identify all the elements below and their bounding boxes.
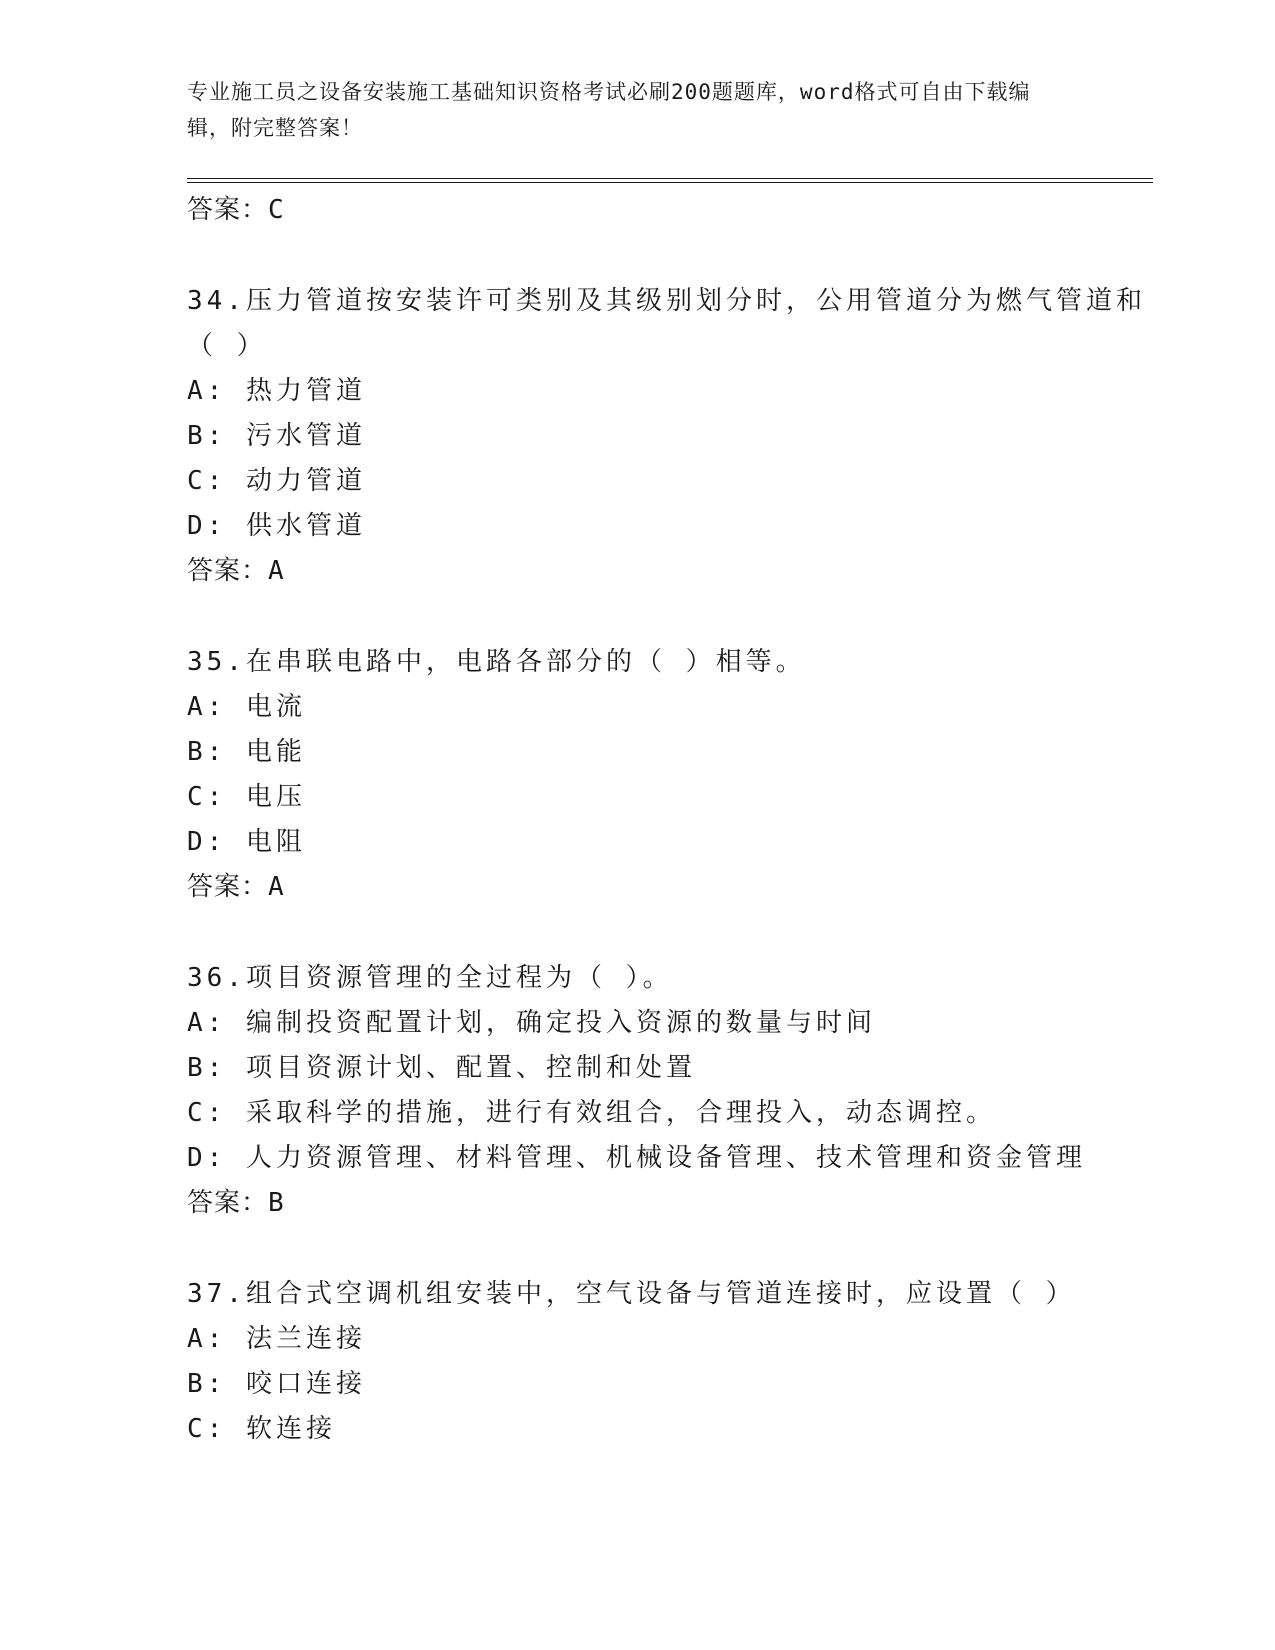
option-a: A: 电流 — [187, 692, 306, 722]
option-d: D: 电阻 — [187, 827, 306, 857]
question-stem: 36.项目资源管理的全过程为（ ）。 — [187, 963, 673, 993]
header-divider-bottom — [187, 182, 1153, 183]
question-35 — [187, 640, 1153, 909]
question-stem: 34.压力管道按安装许可类别及其级别划分时，公用管道分为燃气管道和（ ） — [187, 286, 1146, 361]
question-36 — [187, 956, 1153, 1225]
answer-line: 答案：A — [187, 556, 285, 586]
option-a: A: 编制投资配置计划，确定投入资源的数量与时间 — [187, 1008, 876, 1038]
option-d: D: 供水管道 — [187, 511, 366, 541]
document-body — [187, 188, 1153, 1452]
answer-line: 答案：B — [187, 1188, 285, 1218]
option-c: C: 软连接 — [187, 1414, 336, 1444]
question-34 — [187, 279, 1153, 593]
question-37 — [187, 1272, 1153, 1452]
option-a: A: 法兰连接 — [187, 1324, 366, 1354]
answer-line: 答案：A — [187, 872, 285, 902]
option-a: A: 热力管道 — [187, 376, 366, 406]
page-header: 专业施工员之设备安装施工基础知识资格考试必刷200题题库，word格式可自由下载编辑，附完整答案！ — [187, 80, 1031, 140]
header-divider-top — [187, 178, 1153, 179]
option-b: B: 咬口连接 — [187, 1369, 366, 1399]
option-c: C: 电压 — [187, 782, 306, 812]
option-b: B: 电能 — [187, 737, 306, 767]
option-d: D: 人力资源管理、材料管理、机械设备管理、技术管理和资金管理 — [187, 1143, 1086, 1173]
option-b: B: 项目资源计划、配置、控制和处置 — [187, 1053, 696, 1083]
option-b: B: 污水管道 — [187, 421, 366, 451]
option-c: C: 采取科学的措施，进行有效组合，合理投入，动态调控。 — [187, 1098, 996, 1128]
option-c: C: 动力管道 — [187, 466, 366, 496]
question-stem: 37.组合式空调机组安装中，空气设备与管道连接时，应设置（ ） — [187, 1279, 1076, 1309]
question-stem: 35.在串联电路中，电路各部分的（ ）相等。 — [187, 647, 806, 677]
answer-line: 答案：C — [187, 195, 285, 225]
